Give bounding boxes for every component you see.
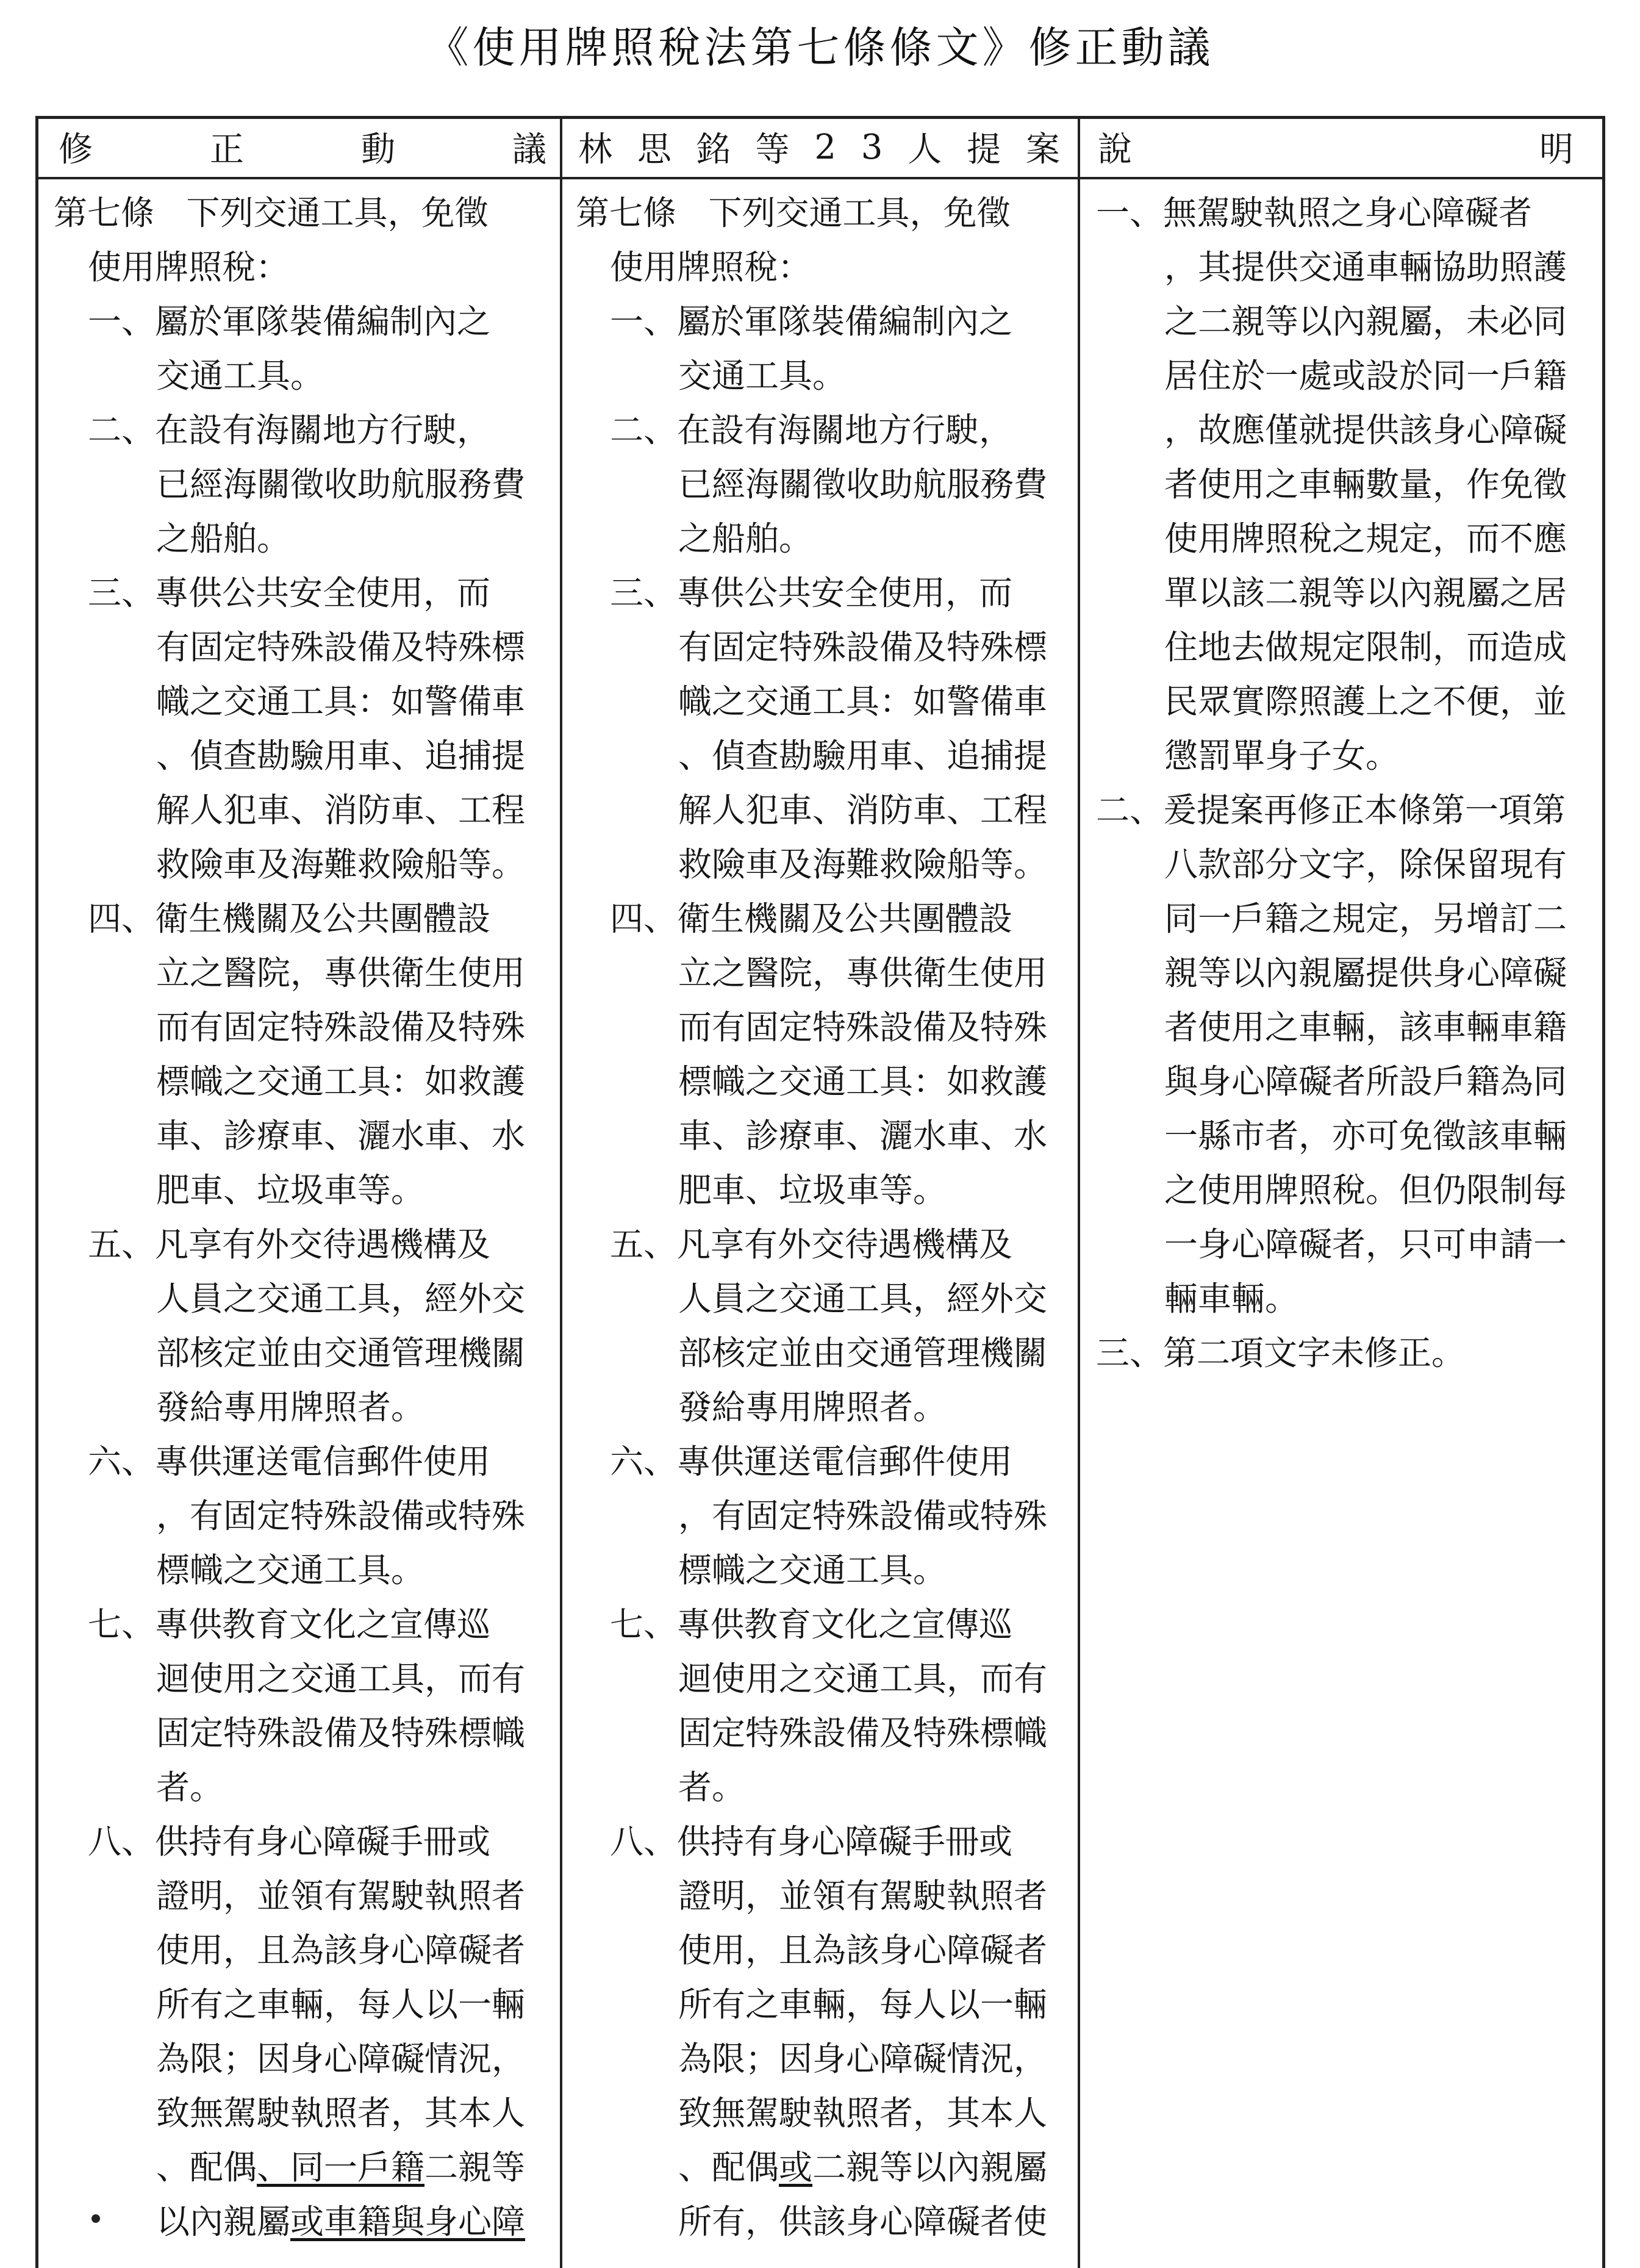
header-explanation: 說 明 bbox=[1098, 130, 1574, 170]
explanation-line: 單以該二親等以內親屬之居 bbox=[1164, 573, 1567, 612]
item-line: 三、專供公共安全使用，而 bbox=[610, 573, 1013, 612]
item-line: 車、診療車、灑水車、水 bbox=[678, 1116, 1048, 1155]
item-line: 固定特殊設備及特殊標幟 bbox=[678, 1714, 1048, 1753]
underlined-amendment: 、同一戶籍 bbox=[257, 2148, 425, 2187]
item-line: 四、衛生機關及公共團體設 bbox=[88, 899, 491, 938]
article-continuation: 使用牌照稅： bbox=[88, 248, 290, 287]
item-line: 六、專供運送電信郵件使用 bbox=[88, 1442, 491, 1481]
explanation-line: 二、爰提案再修正本條第一項第 bbox=[1096, 791, 1566, 830]
item-line: 證明，並領有駕駛執照者 bbox=[678, 1876, 1048, 1915]
item-line: 幟之交通工具：如警備車 bbox=[678, 682, 1048, 721]
item-line: 所有之車輛，每人以一輛 bbox=[678, 1985, 1048, 2024]
amendment-column bbox=[54, 186, 554, 2249]
item-line: 迴使用之交通工具，而有 bbox=[678, 1659, 1048, 1698]
explanation-line: 者使用之車輛，該車輛車籍 bbox=[1164, 1008, 1567, 1047]
item-line: 肥車、垃圾車等。 bbox=[678, 1171, 947, 1210]
explanation-line: 懲罰單身子女。 bbox=[1164, 736, 1400, 775]
explanation-line: 八款部分文字，除保留現有 bbox=[1164, 845, 1567, 884]
explanation-line: 使用牌照稅之規定，而不應 bbox=[1164, 519, 1567, 558]
item-line: 二、在設有海關地方行駛， bbox=[610, 411, 1013, 450]
explanation-column bbox=[1096, 186, 1602, 1380]
header-proposal: 林 思 銘 等 2 3 人 提 案 bbox=[578, 127, 1060, 170]
item-line: 解人犯車、消防車、工程 bbox=[156, 791, 526, 830]
explanation-line: 與身心障礙者所設戶籍為同 bbox=[1164, 1062, 1567, 1101]
item-list bbox=[576, 295, 1073, 2249]
item-line: 標幟之交通工具：如救護 bbox=[156, 1062, 526, 1101]
item-line: 三、專供公共安全使用，而 bbox=[88, 573, 491, 612]
column-divider-2 bbox=[1078, 116, 1080, 2268]
item-line: 七、專供教育文化之宣傳巡 bbox=[610, 1605, 1013, 1644]
item-line: 七、專供教育文化之宣傳巡 bbox=[88, 1605, 491, 1644]
explanation-line: 者使用之車輛數量，作免徵 bbox=[1164, 465, 1567, 504]
explanation-line: 之二親等以內親屬，未必同 bbox=[1164, 302, 1567, 341]
item-line: 使用，且為該身心障礙者 bbox=[678, 1931, 1048, 1970]
item-line: 所有，供該身心障礙者使 bbox=[678, 2202, 1048, 2241]
item-line: 部核定並由交通管理機關 bbox=[156, 1333, 526, 1373]
item-line: 致無駕駛執照者，其本人 bbox=[678, 2094, 1048, 2133]
item-line: 、偵查勘驗用車、追捕提 bbox=[678, 736, 1048, 775]
item-line: 證明，並領有駕駛執照者 bbox=[156, 1876, 526, 1915]
item-line: 標幟之交通工具。 bbox=[156, 1551, 425, 1590]
item-line: 救險車及海難救險船等。 bbox=[678, 845, 1048, 884]
document-title: 《使用牌照稅法第七條條文》修正動議 bbox=[426, 23, 1214, 73]
item-line: 、偵查勘驗用車、追捕提 bbox=[156, 736, 526, 775]
item-line: 四、衛生機關及公共團體設 bbox=[610, 899, 1013, 938]
article-heading: 第七條 下列交通工具，免徵 bbox=[576, 193, 1011, 232]
article-continuation: 使用牌照稅： bbox=[610, 248, 812, 287]
item-line: 一、屬於軍隊裝備編制內之 bbox=[88, 302, 491, 341]
item-line: 肥車、垃圾車等。 bbox=[156, 1171, 425, 1210]
item-line: 人員之交通工具，經外交 bbox=[678, 1279, 1048, 1318]
column-divider-1 bbox=[560, 116, 562, 2268]
item-line: 固定特殊設備及特殊標幟 bbox=[156, 1714, 526, 1753]
explanation-line: 居住於一處或設於同一戶籍 bbox=[1164, 356, 1567, 395]
article-heading: 第七條 下列交通工具，免徵 bbox=[54, 193, 489, 232]
item-line: 所有之車輛，每人以一輛 bbox=[156, 1985, 526, 2024]
header-divider bbox=[35, 177, 1605, 179]
item-line: 已經海關徵收助航服務費 bbox=[678, 465, 1048, 504]
item-line: 之船舶。 bbox=[678, 519, 813, 558]
item-line: 發給專用牌照者。 bbox=[156, 1388, 425, 1427]
proposal-column bbox=[576, 186, 1073, 2249]
explanation-line: 一、無駕駛執照之身心障礙者 bbox=[1096, 193, 1533, 232]
item-line: 發給專用牌照者。 bbox=[678, 1388, 947, 1427]
explanation-line: ，故應僅就提供該身心障礙 bbox=[1164, 411, 1567, 450]
item-line: 六、專供運送電信郵件使用 bbox=[610, 1442, 1013, 1481]
explanation-line: 同一戶籍之規定，另增訂二 bbox=[1164, 899, 1567, 938]
explanation-line: 一身心障礙者，只可申請一 bbox=[1164, 1225, 1567, 1264]
item-line: 有固定特殊設備及特殊標 bbox=[156, 628, 526, 667]
item-line-amended: 、配偶、同一戶籍二親等 bbox=[156, 2148, 526, 2187]
item-line: 者。 bbox=[156, 1768, 224, 1807]
item-line: 立之醫院，專供衛生使用 bbox=[156, 953, 526, 992]
item-line: 幟之交通工具：如警備車 bbox=[156, 682, 526, 721]
item-line: 交通工具。 bbox=[156, 356, 324, 395]
item-line: 二、在設有海關地方行駛， bbox=[88, 411, 491, 450]
explanation-line: 輛車輛。 bbox=[1164, 1279, 1299, 1318]
item-line: 八、供持有身心障礙手冊或 bbox=[610, 1822, 1013, 1861]
explanation-line: 三、第二項文字未修正。 bbox=[1096, 1333, 1466, 1373]
item-line: 標幟之交通工具。 bbox=[678, 1551, 947, 1590]
item-line: 立之醫院，專供衛生使用 bbox=[678, 953, 1048, 992]
explanation-line: 民眾實際照護上之不便，並 bbox=[1164, 682, 1567, 721]
underlined-amendment: 或車籍與身心障 bbox=[290, 2202, 526, 2241]
item-list bbox=[54, 295, 554, 2249]
item-line: 而有固定特殊設備及特殊 bbox=[678, 1008, 1048, 1047]
item-line: 者。 bbox=[678, 1768, 746, 1807]
underlined-text: 或 bbox=[779, 2148, 813, 2187]
item-line: 解人犯車、消防車、工程 bbox=[678, 791, 1048, 830]
item-line: 迴使用之交通工具，而有 bbox=[156, 1659, 526, 1698]
item-line: ，有固定特殊設備或特殊 bbox=[156, 1496, 526, 1535]
explanation-line: 親等以內親屬提供身心障礙 bbox=[1164, 953, 1567, 992]
item-line: 為限；因身心障礙情況， bbox=[156, 2039, 526, 2078]
header-amendment: 修 正 動 議 bbox=[59, 130, 546, 170]
item-line: 使用，且為該身心障礙者 bbox=[156, 1931, 526, 1970]
item-line: 人員之交通工具，經外交 bbox=[156, 1279, 526, 1318]
margin-dot bbox=[91, 2214, 100, 2223]
item-line-amended: 、配偶或二親等以內親屬 bbox=[678, 2148, 1048, 2187]
explanation-line: 之使用牌照稅。但仍限制每 bbox=[1164, 1171, 1567, 1210]
explanation-line: ，其提供交通車輛協助照護 bbox=[1164, 248, 1567, 287]
item-line: 有固定特殊設備及特殊標 bbox=[678, 628, 1048, 667]
explanation-line: 一縣市者，亦可免徵該車輛 bbox=[1164, 1116, 1567, 1155]
item-line: 致無駕駛執照者，其本人 bbox=[156, 2094, 526, 2133]
item-line: 救險車及海難救險船等。 bbox=[156, 845, 526, 884]
explanation-line: 住地去做規定限制，而造成 bbox=[1164, 628, 1567, 667]
item-line: 五、凡享有外交待遇機構及 bbox=[88, 1225, 491, 1264]
item-line: 交通工具。 bbox=[678, 356, 847, 395]
item-line: 為限；因身心障礙情況， bbox=[678, 2039, 1048, 2078]
item-line: 標幟之交通工具：如救護 bbox=[678, 1062, 1048, 1101]
item-line: 車、診療車、灑水車、水 bbox=[156, 1116, 526, 1155]
item-line: ，有固定特殊設備或特殊 bbox=[678, 1496, 1048, 1535]
item-line: 八、供持有身心障礙手冊或 bbox=[88, 1822, 491, 1861]
item-line: 部核定並由交通管理機關 bbox=[678, 1333, 1048, 1373]
item-line: 已經海關徵收助航服務費 bbox=[156, 465, 526, 504]
item-line: 而有固定特殊設備及特殊 bbox=[156, 1008, 526, 1047]
item-line: 一、屬於軍隊裝備編制內之 bbox=[610, 302, 1013, 341]
item-line: 之船舶。 bbox=[156, 519, 291, 558]
item-line-amended: 以內親屬或車籍與身心障 bbox=[156, 2202, 526, 2241]
item-line: 五、凡享有外交待遇機構及 bbox=[610, 1225, 1013, 1264]
